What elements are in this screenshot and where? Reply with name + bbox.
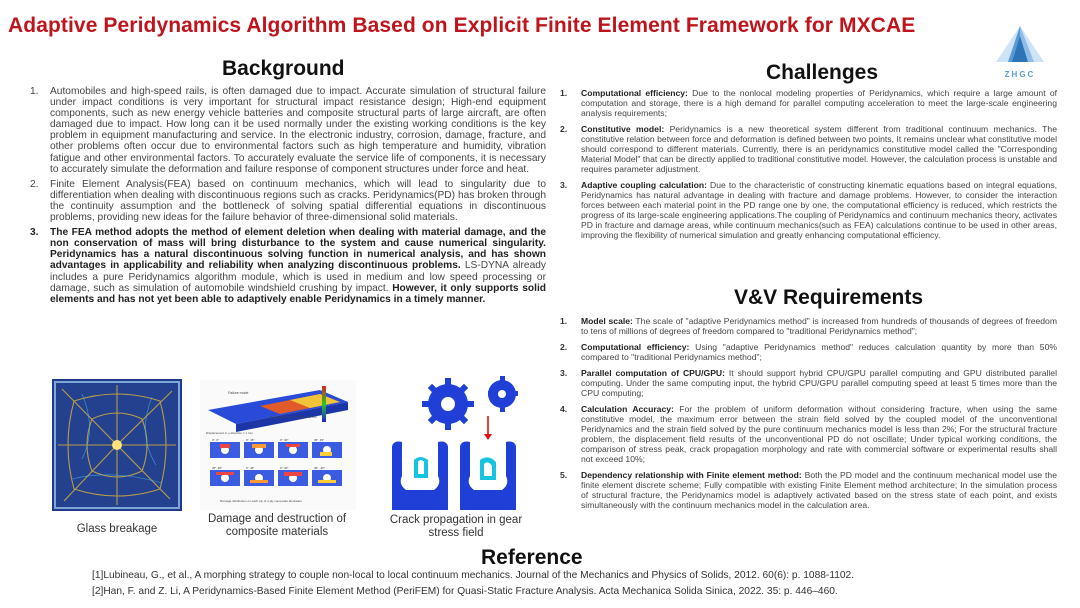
composite-angle-2: 0°, 45°	[246, 438, 255, 442]
glass-breakage-caption: Glass breakage	[76, 523, 158, 535]
logo-text: ZHGC	[1004, 70, 1036, 79]
reference-item-1: [1]Lubineau, G., et al., A morphing strategy to couple non-local to local continuum mechanics. Journal of the Mechanics and Physics of Solids, 2012. 60(6): p. 1088-1102.	[92, 570, 855, 581]
vv-list	[560, 316, 1057, 516]
gear-crack-image	[384, 376, 534, 510]
vv-item-4: 4. Calculation Accuracy: For the problem of uniform deformation without considering fracture, when using the same constitutive model, the maximum error between the strain field solved by the coupled model of the unconventional Peridynamics and the strain field solved by the pure continuum mechanics model is less than 2%; For the structural fracture problem, the displacement field results of the unconventional PD do not oscillate; Under typical working conditions, the comparison of stress peak, crack propagation morphology and rate with commercial software or experimental results shall not exceed 10%;	[560, 404, 1057, 464]
page-title: Adaptive Peridynamics Algorithm Based on Explicit Finite Element Framework for MXCAE	[8, 14, 916, 37]
composite-angle-6: 0°, 45°	[246, 466, 255, 470]
vv-item-5: 5. Dependency relationship with Finite element method: Both the PD model and the continuum mechanical model use the finite element discrete scheme; Fully compatible with existing Finite Element method architecture; In the simulation process of structural fracture, the Peridynamics model is adaptively activated based on the stress state of each point, and exists simultaneously with the continuum mechanics model in the calculation area.	[560, 470, 1057, 510]
challenge-item-1: 1. Computational efficiency: Due to the nonlocal modeling properties of Peridynamics, which require a large amount of computation and storage, there is a high demand for parallel computing acceleration to meet the large-scale engineering analysis requirements;	[560, 88, 1058, 118]
background-heading: Background	[222, 57, 345, 80]
composite-angle-1: 0°, 0°	[212, 438, 219, 442]
reference-heading: Reference	[481, 546, 583, 569]
challenge-item-2: 2. Constitutive model: Peridynamics is a new theoretical system different from traditional continuum mechanics. The constitutive relation between force and deformation is defined between two points, It remains unclear what constitutive model should correspond to different materials. Currently, there is an peridynamics constitutive model called the "Corresponding Material Model" that can be directly applied to traditional constitutive model. However, the calculation process is unstable and requires parameter adjustment.	[560, 124, 1057, 174]
vv-heading: V&V Requirements	[734, 286, 924, 309]
background-item-1: 1. Automobiles and high-speed rails, is often damaged due to impact. Accurate simulation of structural failure under impact conditions is very important for structural impact resistance design; High-end equipment components, such as new energy vehicle batteries and composite structural parts of large aircraft, are often damaged due to impact. How long can it be used normally under the existing working conditions is the key problem in equipment manufacturing and service. In the electronic industry, corrosion, damage, fracture, and other problems often occur due to environmental factors such as high temperature and humidity, vibration fatigue and other environmental factors. To accurately evaluate the service life of components, it is necessary to accurately simulate the deformation and failure response of component structures under force and heat.	[30, 86, 546, 175]
composite-label-top: Failure mode	[228, 391, 249, 395]
zhgc-logo	[990, 22, 1050, 84]
vv-item-2: 2. Computational efficiency: Using "adaptive Peridynamics method" reduces calculation quantity by more than 50% compared to "traditional Peridynamics method";	[560, 342, 1058, 362]
composite-angle-4: 45°, 45°	[314, 438, 325, 442]
composite-label-disp: Displacement in y-direction = 1 mm	[206, 431, 253, 435]
composite-angle-7: 0°, 90°	[280, 466, 289, 470]
composite-angle-3: 0°, 90°	[280, 438, 289, 442]
composite-label-bottom: Damage distribution on each ply of 4-ply composite laminates	[220, 499, 302, 503]
composite-damage-image	[200, 380, 356, 510]
glass-breakage-image	[52, 379, 182, 511]
challenges-list	[560, 88, 1057, 246]
mountain-triangle-icon	[990, 22, 1050, 72]
challenge-item-3: 3. Adaptive coupling calculation: Due to the characteristic of constructing kinematic equations based on integral equations, Peridynamics has natural advantage in dealing with fracture and damage problems. However, to consider the interaction forces between each material point in the PD range one by one, the computational efficiency is reduced, which restricts the progress of its large-scale engineering applications.The coupling of Peridynamics and continuum mechanics theory, activates PD in fracture and damage areas, while continuum mechanics(such as FEA) calculations continue to be used in other areas, improving the flexibility of numerical simulation and greatly enhancing computational efficiency.	[560, 180, 1058, 240]
gear-caption: Crack propagation in gear stress field	[389, 514, 523, 539]
reference-item-2: [2]Han, F. and Z. Li, A Peridynamics-Based Finite Element Method (PeriFEM) for Quasi-Static Fracture Analysis. Acta Mechanica Solida Sinica, 2022. 35: p. 446–460.	[92, 586, 838, 597]
composite-label-mid: Displacement in x direction = 5 mm	[270, 415, 317, 419]
vv-item-3: 3. Parallel computation of CPU/GPU: It should support hybrid CPU/GPU parallel computing and GPU distributed parallel computing. Under the same computing input, the hybrid CPU/GPU parallel computing speed at least 5 times more than the CPU computing;	[560, 368, 1057, 398]
background-list	[30, 86, 546, 309]
composite-caption: Damage and destruction of composite materials	[207, 513, 347, 538]
reference-list	[92, 568, 854, 600]
background-item-3: 3. The FEA method adopts the method of element deletion when dealing with material damage, and the non conservation of mass will bring disturbance to the system and cause numerical singularity. Peridynamics has a natural discontinuous solving function in numerical analysis, and has shown advantages in applicability and reliability when analyzing discontinuous problems. LS-DYNA already includes a pure Peridynamics algorithm module, which is used in medium and low speed processing or damage, such as simulation of automobile windshield crushing by impact. However, it only supports solid elements and has not yet been able to adaptively enable Peridynamics in a timely manner.	[30, 227, 546, 305]
challenges-heading: Challenges	[766, 61, 879, 84]
vv-item-1: 1. Model scale: The scale of "adaptive Peridynamics method" is increased from hundreds of thousands of degrees of freedom to tens of millions of degrees of freedom compared to "traditional Peridynamics method";	[560, 316, 1057, 336]
composite-angle-5: 45°, 90°	[212, 466, 223, 470]
background-item-2: 2. Finite Element Analysis(FEA) based on continuum mechanics, which will lead to singularity due to differentiation when dealing with discontinuous regions such as cracks. Peridynamics(PD) has broken through the continuity assumption and the bottleneck of solving spatial differential equations in discontinuous problems, providing new ideas for the failure behavior of three-dimensional solid materials.	[30, 178, 546, 224]
composite-angle-8: 45°, -45°	[314, 466, 325, 470]
